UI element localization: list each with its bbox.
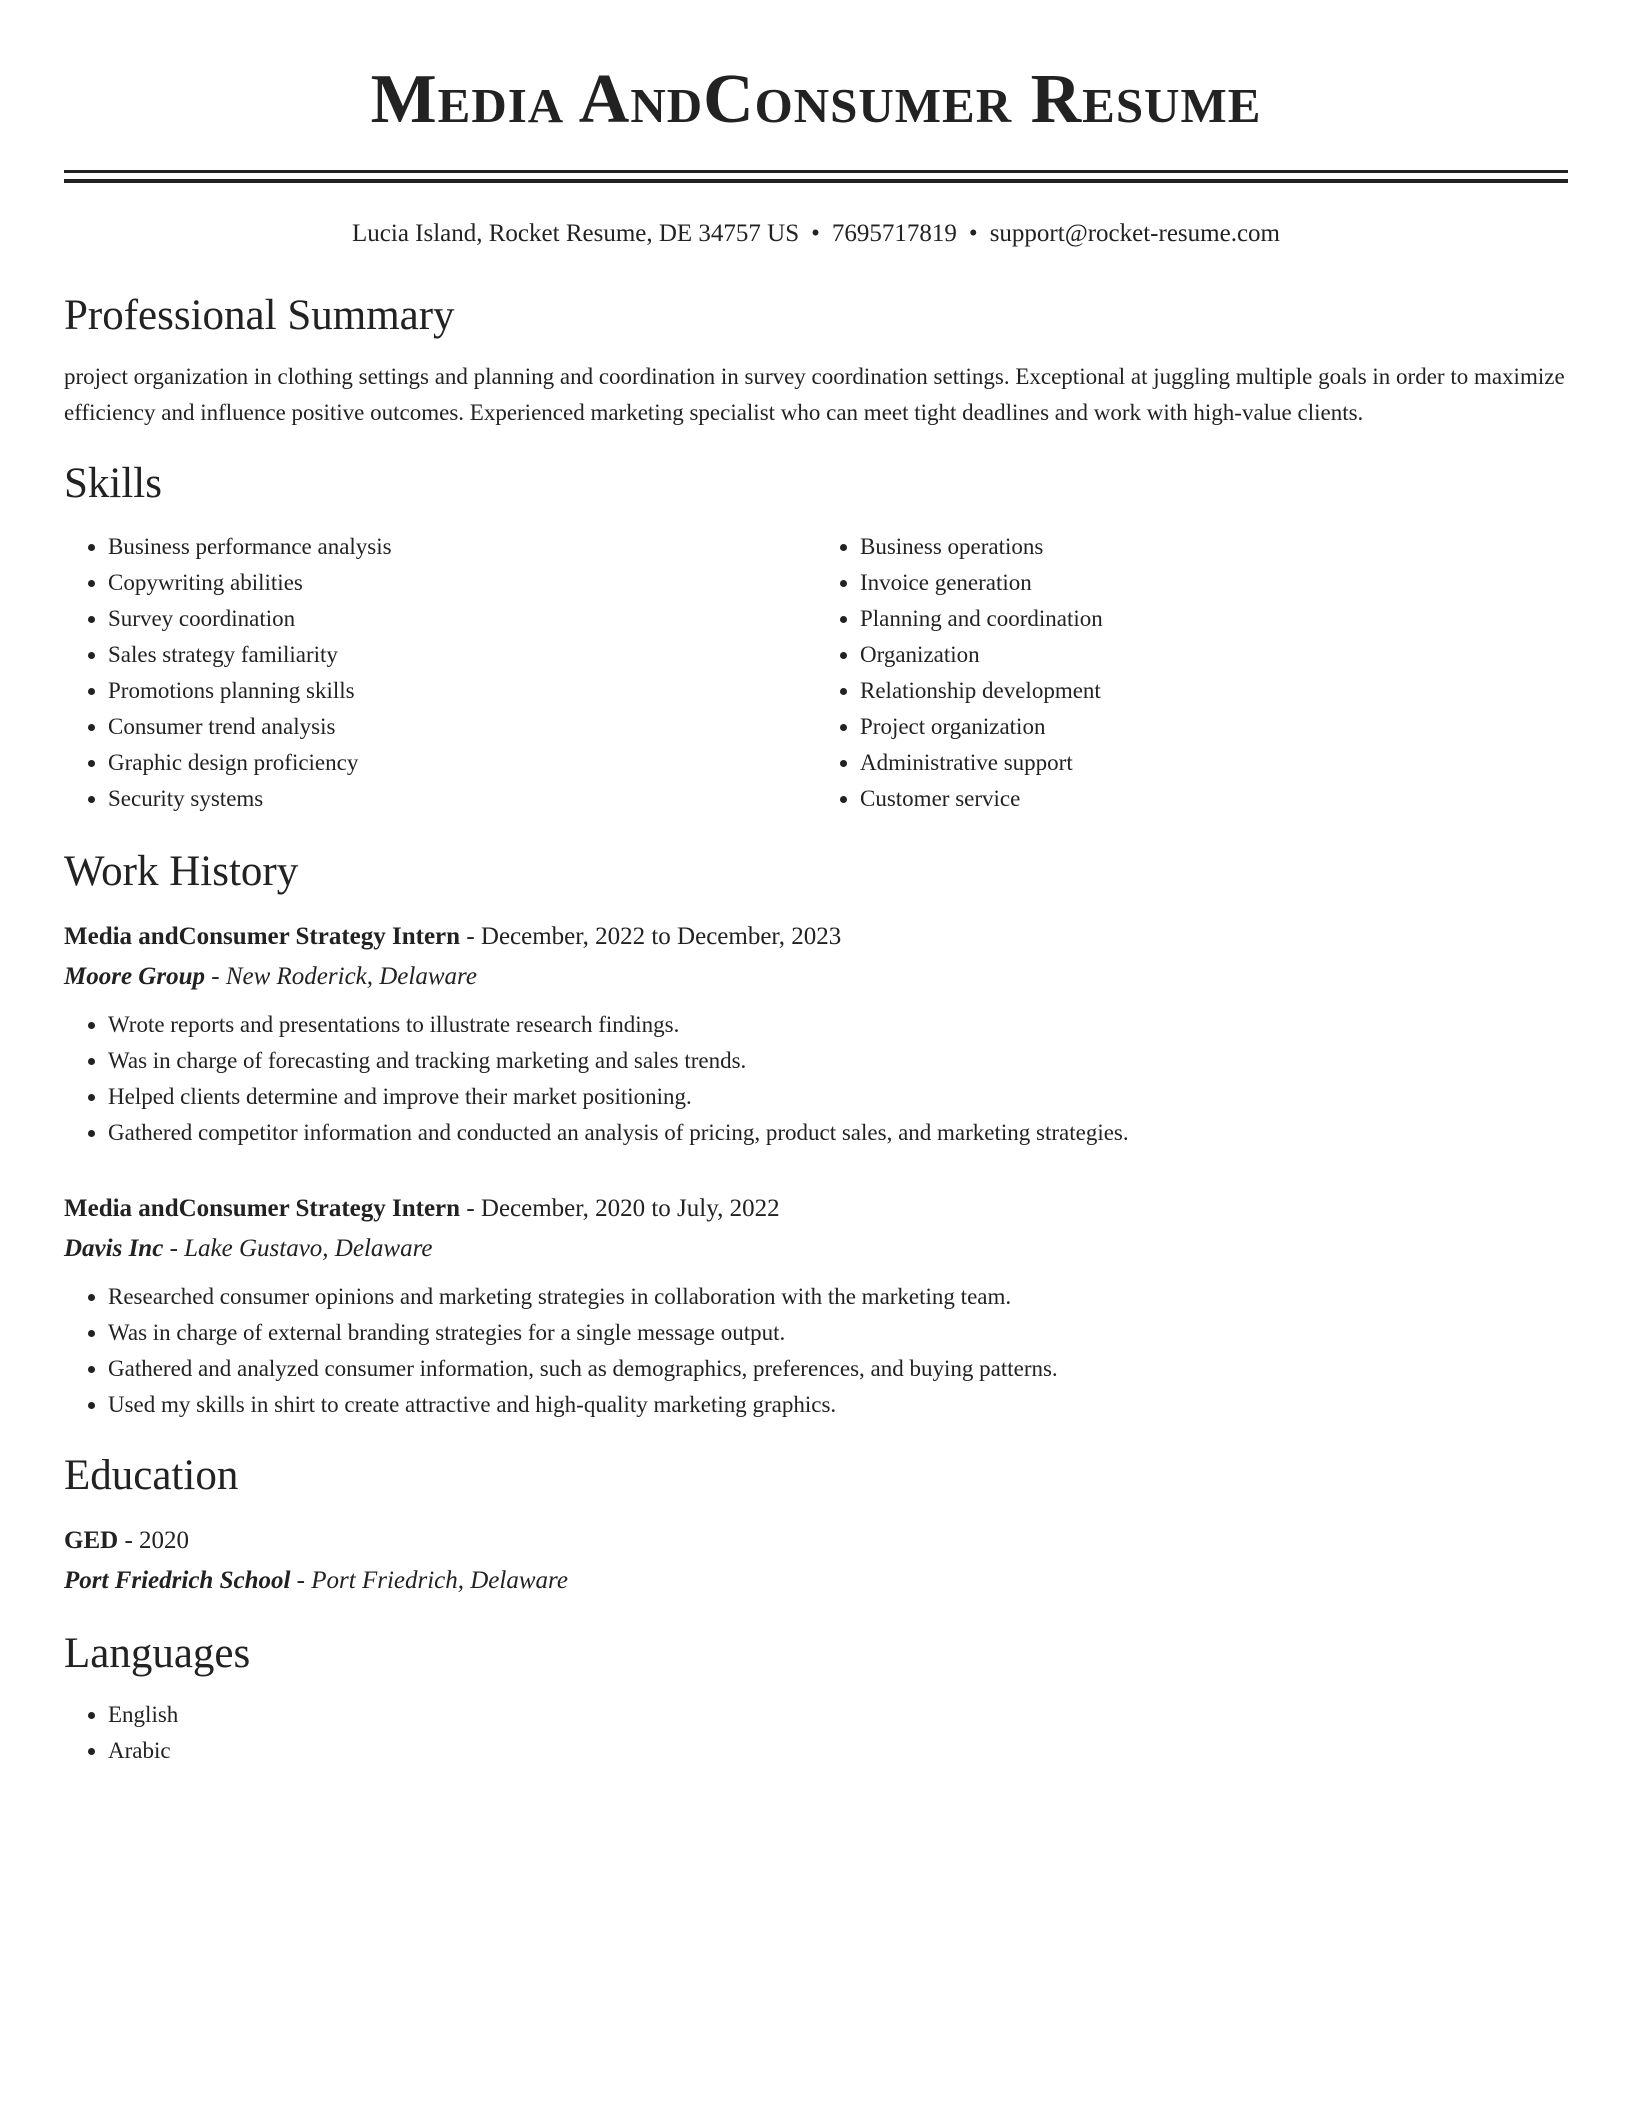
language-item: • English [108,1697,1568,1733]
section-heading-education: Education [64,1452,239,1499]
skill-item: • Survey coordination [108,601,816,637]
job-bullet-list [64,1279,1568,1423]
skill-item: • Security systems [108,781,816,817]
title-rule-bottom [64,179,1568,183]
bullet-separator: • [968,220,978,247]
summary-text: project organization in clothing settings and planning and coordination in survey coordination settings. Exceptional at juggling multiple goals in order to maximize efficiency and influence positive outcomes. Experienced marketing specialist who can meet tight deadlines and work with high-value clients. [64,364,1565,425]
job-role: Media andConsumer Strategy Intern [64,1195,461,1222]
job-bullet: • Gathered and analyzed consumer information, such as demographics, preferences, and buying patterns. [108,1351,1568,1387]
job-dash: - [460,1195,481,1222]
job-dates: December, 2022 to December, 2023 [480,923,842,950]
skill-item: • Business performance analysis [108,529,816,565]
skill-item: • Customer service [860,781,1568,817]
section-heading-skills: Skills [64,460,162,507]
job-bullet: • Was in charge of external branding strategies for a single message output. [108,1315,1568,1351]
job-company-line [64,1231,1568,1267]
job-location: - New Roderick, Delaware [205,963,477,990]
job-company-line [64,959,1568,995]
job-company: Moore Group [64,963,205,990]
education-year: - 2020 [118,1527,190,1554]
bullet-separator: • [811,220,820,247]
section-heading-summary: Professional Summary [64,292,455,339]
job-role: Media andConsumer Strategy Intern [64,923,461,950]
skill-item: • Graphic design proficiency [108,745,816,781]
job-company: Davis Inc [64,1235,164,1262]
job-bullet: • Researched consumer opinions and marketing strategies in collaboration with the marketing team. [108,1279,1568,1315]
resume-title: Media AndConsumer Resume [370,61,1262,138]
section-heading-languages: Languages [64,1630,251,1677]
skills-column-right [816,529,1568,817]
skill-item: • Administrative support [860,745,1568,781]
contact-address: Lucia Island, Rocket Resume, DE 34757 US [352,220,800,247]
job-title-line [64,919,1568,955]
job-bullet-list [64,1007,1568,1151]
job-location: - Lake Gustavo, Delaware [163,1235,433,1262]
contact-phone: 7695717819 [831,220,957,247]
job-bullet: • Gathered competitor information and conducted an analysis of pricing, product sales, and marketing strategies. [108,1115,1568,1151]
work-history-section [64,847,1568,1423]
job-dash: - [460,923,481,950]
education-degree: GED [64,1527,119,1554]
skill-item: • Copywriting abilities [108,565,816,601]
job-bullet: • Was in charge of forecasting and tracking marketing and sales trends. [108,1043,1568,1079]
skills-grid [64,529,1568,817]
education-location: - Port Friedrich, Delaware [290,1567,568,1594]
skill-item: • Sales strategy familiarity [108,637,816,673]
job-bullet: • Used my skills in shirt to create attractive and high-quality marketing graphics. [108,1387,1568,1423]
language-list [64,1697,1568,1769]
education-section [64,1451,1568,1599]
language-item: • Arabic [108,1733,1568,1769]
section-heading-work-history: Work History [64,848,299,895]
job-entry [64,1191,1568,1423]
job-dates: December, 2020 to July, 2022 [480,1195,780,1222]
summary-section [64,291,1568,431]
education-school: Port Friedrich School [64,1567,291,1594]
title-rule-top [64,170,1568,173]
contact-line [64,217,1568,251]
skill-item: • Business operations [860,529,1568,565]
skills-column-left [64,529,816,817]
education-school-line [64,1563,1568,1599]
job-bullet: • Helped clients determine and improve their market positioning. [108,1079,1568,1115]
job-bullet: • Wrote reports and presentations to illustrate research findings. [108,1007,1568,1043]
job-entry [64,919,1568,1151]
skill-item: • Promotions planning skills [108,673,816,709]
skill-item: • Project organization [860,709,1568,745]
languages-section [64,1629,1568,1769]
education-degree-line [64,1523,1568,1559]
job-title-line [64,1191,1568,1227]
skills-section [64,459,1568,817]
contact-email: support@rocket-resume.com [989,220,1280,247]
skill-item: • Consumer trend analysis [108,709,816,745]
skill-item: • Organization [860,637,1568,673]
skill-item: • Invoice generation [860,565,1568,601]
skill-item: • Relationship development [860,673,1568,709]
skill-item: • Planning and coordination [860,601,1568,637]
